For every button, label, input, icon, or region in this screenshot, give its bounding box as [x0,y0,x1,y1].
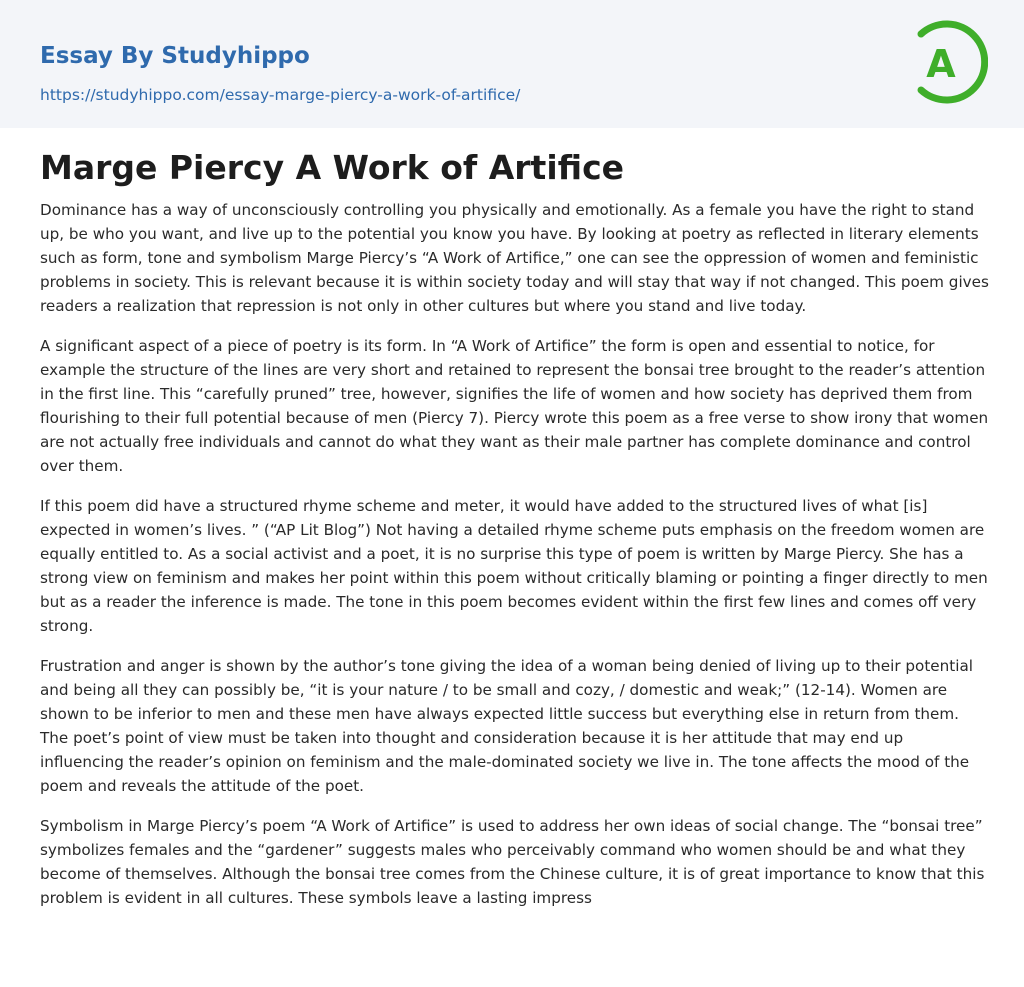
essay-url-link[interactable]: https://studyhippo.com/essay-marge-piercy-a-work-of-artifice/ [40,86,521,104]
essay-paragraph-3: If this poem did have a structured rhyme scheme and meter, it would have added to the structured lives of what [is] expected in women’s lives. ” (“AP Lit Blog”) Not having a detailed rhyme scheme puts emphasis on the freedom women are equally entitled to. As a social activist and a poet, it is no surprise this type of poem is written by Marge Piercy. She has a strong view on feminism and makes her point within this poem without critically blaming or pointing a finger directly to men but as a reader the inference is made. The tone in this poem becomes evident within the first few lines and comes off very strong. [40,497,988,635]
essay-paragraph-5: Symbolism in Marge Piercy’s poem “A Work of Artifice” is used to address her own ideas of social change. The “bonsai tree” symbolizes females and the “gardener” suggests males who perceivably command who women should be and what they become of themselves. Although the bonsai tree comes from the Chinese culture, it is of great importance to know that this problem is evident in all cultures. These symbols leave a lasting impress [40,817,985,907]
logo-letter: A [926,42,956,86]
site-header [0,0,1024,128]
essay-paragraph-4: Frustration and anger is shown by the author’s tone giving the idea of a woman being denied of living up to their potential and being all they can possibly be, “it is your nature / to be small and cozy, / domestic and weak;” (12-14). Women are shown to be inferior to men and these men have always expected little success but everything else in return from them. The poet’s point of view must be taken into thought and consideration because it is her attitude that may end up influencing the reader’s opinion on feminism and the male-dominated society we live in. The tone affects the mood of the poem and reveals the attitude of the poet. [40,657,973,795]
essay-paragraph-1: Dominance has a way of unconsciously controlling you physically and emotionally. As a female you have the right to stand up, be who you want, and live up to the potential you know you have. By looking at poetry as reflected in literary elements such as form, tone and symbolism Marge Piercy’s “A Work of Artifice,” one can see the oppression of women and feministic problems in society. This is relevant because it is within society today and will stay that way if not changed. This poem gives readers a realization that repression is not only in other cultures but where you stand and live today. [40,201,989,315]
essay-paragraph-2: A significant aspect of a piece of poetry is its form. In “A Work of Artifice” the form is open and essential to notice, for example the structure of the lines are very short and retained to represent the bonsai tree brought to the reader’s attention in the first line. This “carefully pruned” tree, however, signifies the life of women and how society has deprived them from flourishing to their full potential because of men (Piercy 7). Piercy wrote this poem as a free verse to show irony that women are not actually free individuals and cannot do what they want as their male partner has complete dominance and control over them. [40,337,989,475]
studyhippo-logo-icon[interactable] [910,18,988,106]
essay-title: Marge Piercy A Work of Artifice [40,148,625,187]
site-title[interactable]: Essay By Studyhippo [40,43,310,69]
essay-content [40,140,990,926]
